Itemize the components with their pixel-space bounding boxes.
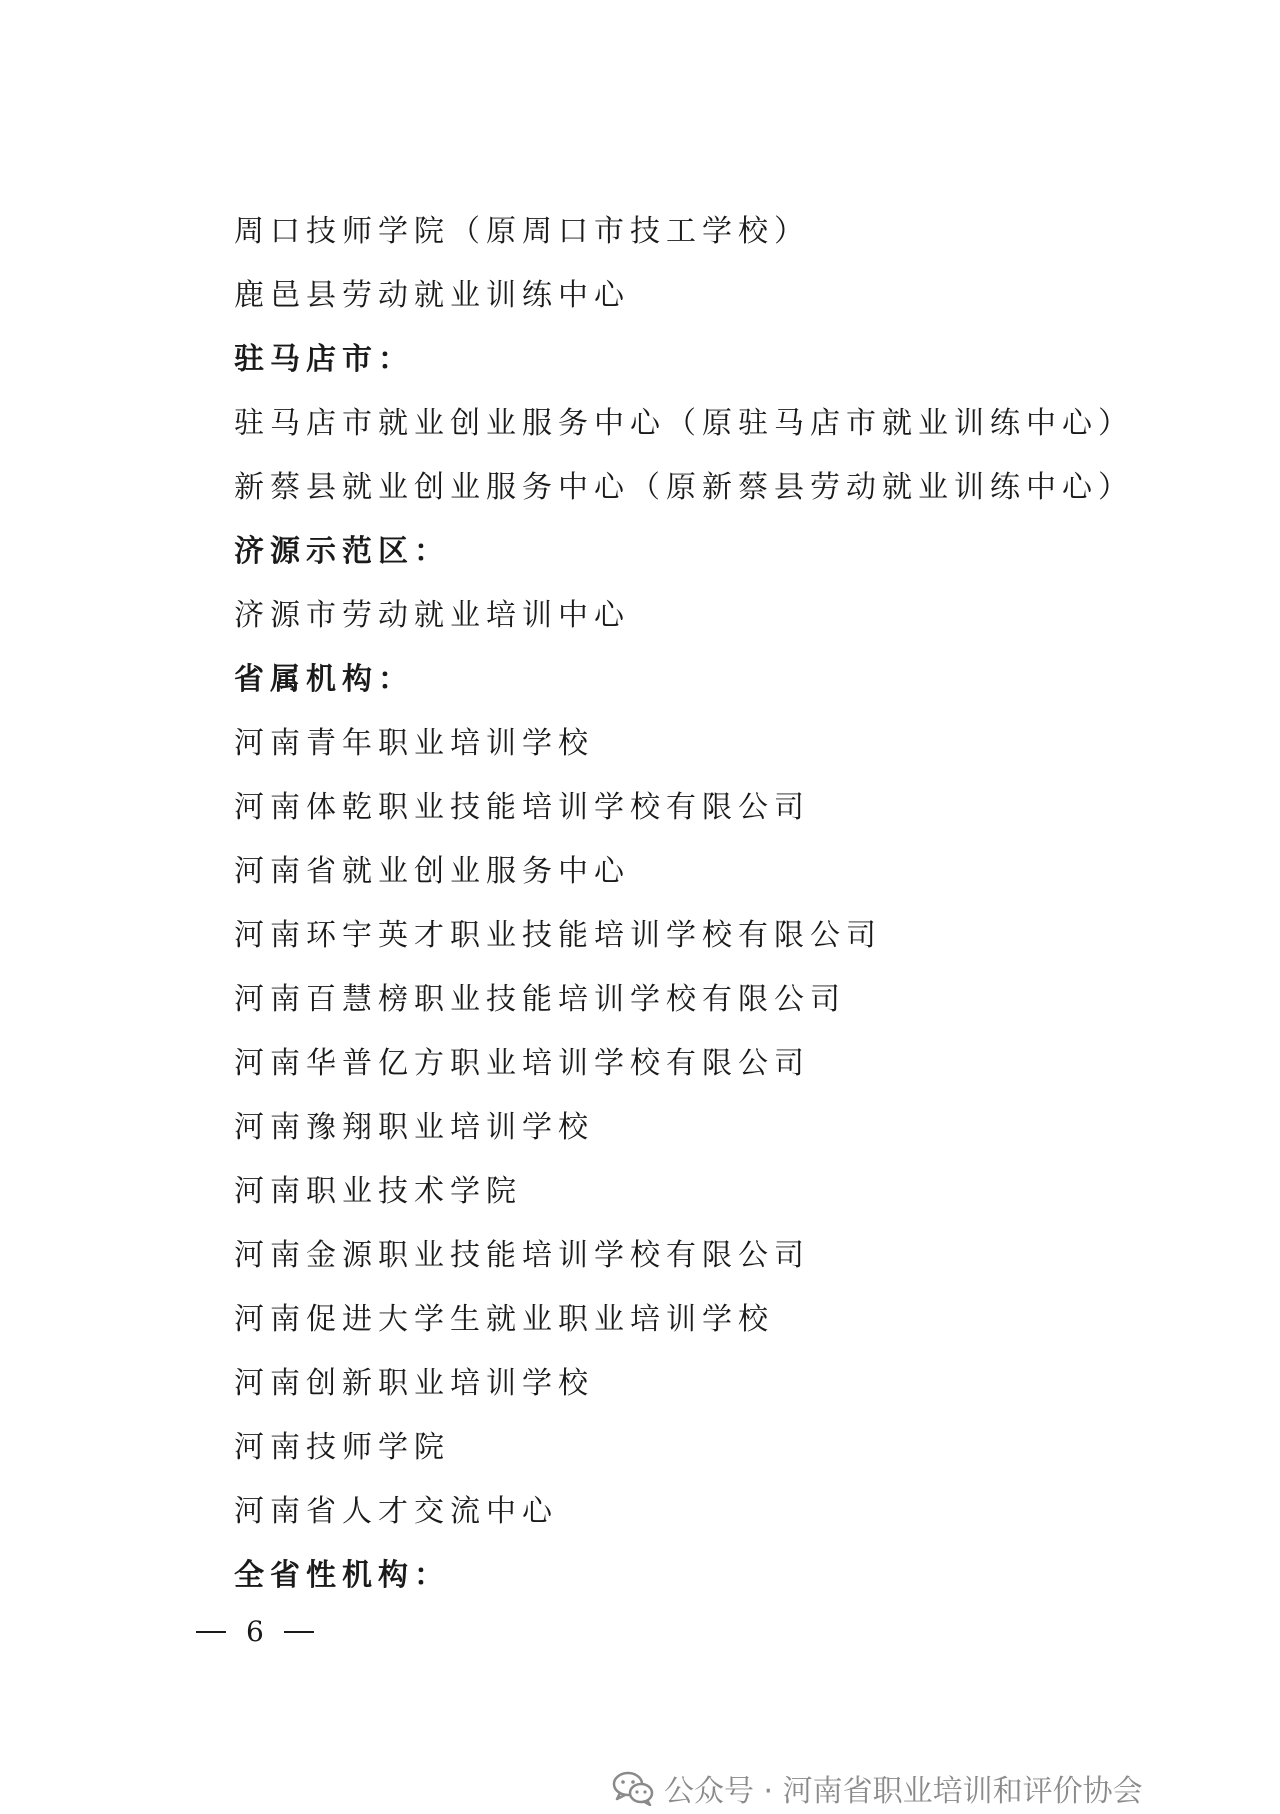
left-dash <box>196 1631 226 1633</box>
page-number-footer <box>196 1612 314 1652</box>
section-heading: 驻马店市： <box>234 342 414 377</box>
list-item: 河南创新职业培训学校 <box>234 1366 594 1401</box>
list-item: 河南职业技术学院 <box>234 1174 522 1209</box>
list-item: 河南省人才交流中心 <box>234 1494 558 1529</box>
watermark-text: 公众号 · 河南省职业培训和评价协会 <box>664 1774 1143 1809</box>
list-item: 河南华普亿方职业培训学校有限公司 <box>234 1046 810 1081</box>
list-item: 鹿邑县劳动就业训练中心 <box>234 278 630 313</box>
list-item: 济源市劳动就业培训中心 <box>234 598 630 633</box>
institution-list <box>234 200 1214 1608</box>
list-item: 河南技师学院 <box>234 1430 450 1465</box>
wechat-icon <box>612 1770 654 1806</box>
list-item: 河南金源职业技能培训学校有限公司 <box>234 1238 810 1273</box>
list-item: 河南体乾职业技能培训学校有限公司 <box>234 790 810 825</box>
list-item: 河南百慧榜职业技能培训学校有限公司 <box>234 982 846 1017</box>
wechat-watermark <box>612 1768 1143 1808</box>
list-item: 河南促进大学生就业职业培训学校 <box>234 1302 774 1337</box>
page-number: 6 <box>246 1615 264 1648</box>
right-dash <box>284 1631 314 1633</box>
list-item: 河南环宇英才职业技能培训学校有限公司 <box>234 918 882 953</box>
list-item: 河南省就业创业服务中心 <box>234 854 630 889</box>
section-heading: 济源示范区： <box>234 534 450 569</box>
list-item: 河南豫翔职业培训学校 <box>234 1110 594 1145</box>
list-item: 河南青年职业培训学校 <box>234 726 594 761</box>
section-heading: 省属机构： <box>234 662 414 697</box>
list-item: 周口技师学院（原周口市技工学校） <box>234 214 810 249</box>
list-item: 新蔡县就业创业服务中心（原新蔡县劳动就业训练中心） <box>234 470 1134 505</box>
section-heading: 全省性机构： <box>234 1558 450 1593</box>
list-item: 驻马店市就业创业服务中心（原驻马店市就业训练中心） <box>234 406 1134 441</box>
